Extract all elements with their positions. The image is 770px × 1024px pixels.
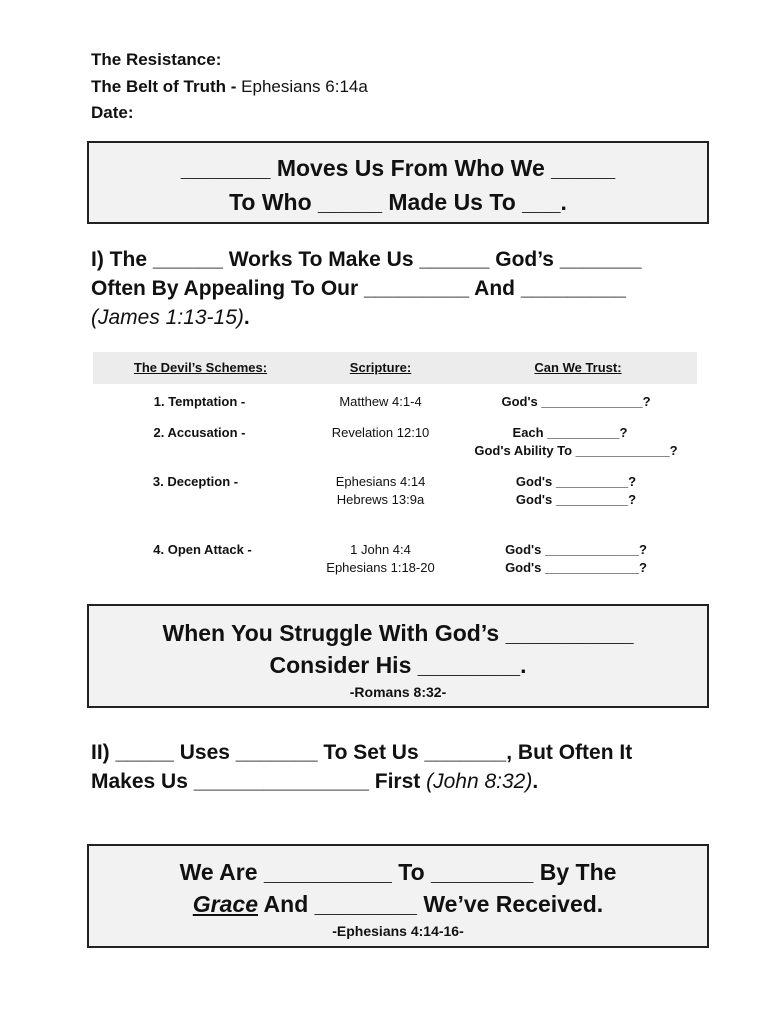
main-idea-line-2: To Who _____ Made Us To ___. — [229, 189, 567, 215]
grace-line-2 — [89, 888, 707, 920]
point-one-period: . — [243, 306, 250, 329]
grace-line-1: We Are __________ To ________ By The — [179, 859, 617, 885]
point-one-reference: (James 1:13-15) — [91, 306, 244, 329]
point-one-line-2: Often By Appealing To Our _________ And _________ — [91, 277, 626, 300]
point-two-reference: (John 8:32) — [426, 770, 533, 793]
header-trust: Can We Trust: — [534, 360, 622, 375]
grace-word: Grace — [192, 891, 258, 917]
struggle-line-2: Consider His ________. — [269, 652, 527, 678]
trust-1a: God's ______________? — [501, 394, 651, 409]
point-two-line-2 — [91, 767, 721, 796]
trust-2a: Each __________? — [512, 425, 628, 440]
schemes-table-header — [93, 352, 697, 384]
scripture-3b: Hebrews 13:9a — [336, 492, 425, 507]
point-two-line-2-text: Makes Us _______________ First — [91, 770, 427, 793]
point-one — [91, 245, 721, 332]
point-two-period: . — [532, 770, 539, 793]
trust-4b: God's _____________? — [505, 560, 647, 575]
date-label: Date: — [91, 103, 134, 122]
series-title: The Resistance: — [91, 50, 222, 69]
grace-box — [87, 844, 709, 948]
point-one-line-1: I) The ______ Works To Make Us ______ God’s _______ — [91, 248, 642, 271]
trust-3a: God's __________? — [515, 474, 637, 489]
main-idea-box — [87, 141, 709, 224]
scripture-4b: Ephesians 1:18-20 — [326, 560, 435, 575]
point-one-line-3 — [91, 303, 721, 332]
scheme-2: 2. Accusation - — [153, 425, 246, 440]
grace-reference: -Ephesians 4:14-16- — [332, 923, 464, 939]
scripture-1: Matthew 4:1-4 — [339, 394, 422, 409]
trust-2b: God's Ability To _____________? — [474, 443, 678, 458]
struggle-box — [87, 604, 709, 708]
sermon-title-label: The Belt of Truth - — [91, 77, 242, 96]
scheme-3: 3. Deception - — [152, 474, 239, 489]
header-scripture: Scripture: — [349, 360, 412, 375]
struggle-reference: -Romans 8:32- — [349, 684, 447, 700]
struggle-line-1: When You Struggle With God’s __________ — [162, 620, 634, 646]
sermon-title-reference: Ephesians 6:14a — [241, 77, 368, 96]
scripture-2: Revelation 12:10 — [331, 425, 430, 440]
scripture-3a: Ephesians 4:14 — [335, 474, 426, 489]
scheme-4: 4. Open Attack - — [153, 542, 252, 557]
sermon-title — [91, 77, 368, 97]
point-two — [91, 738, 721, 796]
scripture-4a: 1 John 4:4 — [350, 542, 411, 557]
main-idea-line-1: _______ Moves Us From Who We _____ — [180, 155, 616, 181]
trust-4a: God's _____________? — [505, 542, 647, 557]
scheme-1: 1. Temptation - — [153, 394, 246, 409]
trust-3b: God's __________? — [515, 492, 637, 507]
point-two-line-1: II) _____ Uses _______ To Set Us _______, But Often It — [91, 741, 633, 764]
header-schemes: The Devil’s Schemes: — [133, 360, 268, 375]
grace-line-2-rest: And ________ We’ve Received. — [258, 891, 604, 917]
